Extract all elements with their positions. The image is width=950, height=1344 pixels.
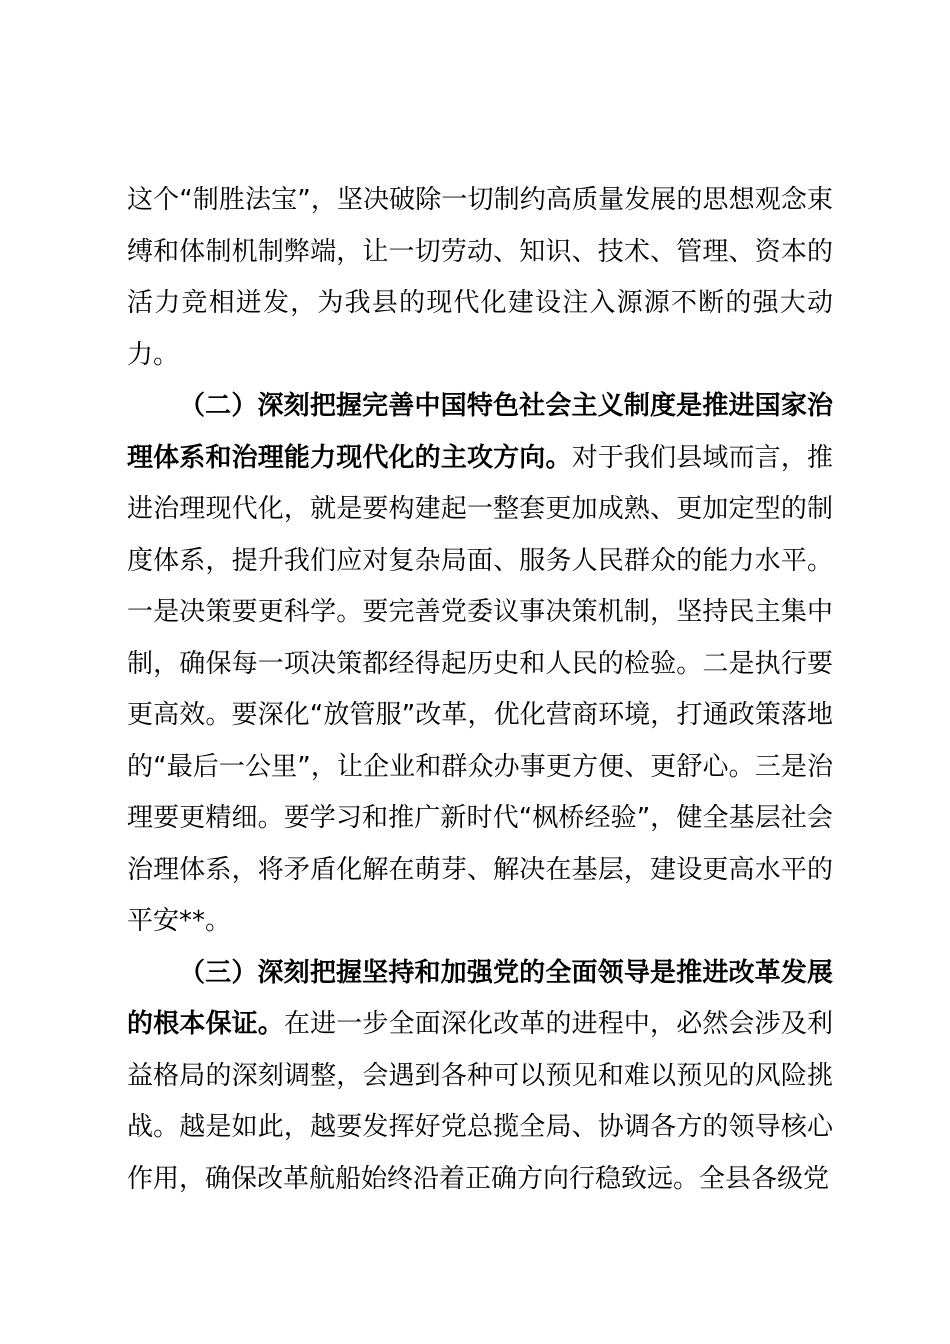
paragraph-continuation-text: 这个“制胜法宝”，坚决破除一切制约高质量发展的思想观念束缚和体制机制弊端，让一切劳动、知识、技术、管理、资本的活力竞相迸发，为我县的现代化建设注入源源不断的强大动力。 xyxy=(127,185,833,370)
paragraph-continuation xyxy=(127,175,833,381)
paragraph-section-two xyxy=(127,381,833,948)
document-page xyxy=(127,175,833,1205)
section-three-heading: （三）深刻把握坚持和加强党的全面领导是推进改革发展的根本保证。 xyxy=(127,957,833,1039)
section-three-body-text: 在进一步全面深化改革的进程中，必然会涉及利益格局的深刻调整，会遇到各种可以预见和难以预见的风险挑战。越是如此，越要发挥好党总揽全局、协调各方的领导核心作用，确保改革航船始终沿着正确方向行稳致远。全县各级党 xyxy=(127,1009,833,1194)
section-two-body-text: 对于我们县域而言，推进治理现代化，就是要构建起一整套更加成熟、更加定型的制度体系，提升我们应对复杂局面、服务人民群众的能力水平。一是决策要更科学。要完善党委议事决策机制，坚持民主集中制，确保每一项决策都经得起历史和人民的检验。二是执行要更高效。要深化“放管服”改革，优化营商环境，打通政策落地的“最后一公里”，让企业和群众办事更方便、更舒心。三是治理要更精细。要学习和推广新时代“枫桥经验”，健全基层社会治理体系，将矛盾化解在萌芽、解决在基层，建设更高水平的平安**。 xyxy=(127,442,833,936)
section-two-heading: （二）深刻把握完善中国特色社会主义制度是推进国家治理体系和治理能力现代化的主攻方向。 xyxy=(127,391,833,473)
paragraph-section-three xyxy=(127,948,833,1206)
